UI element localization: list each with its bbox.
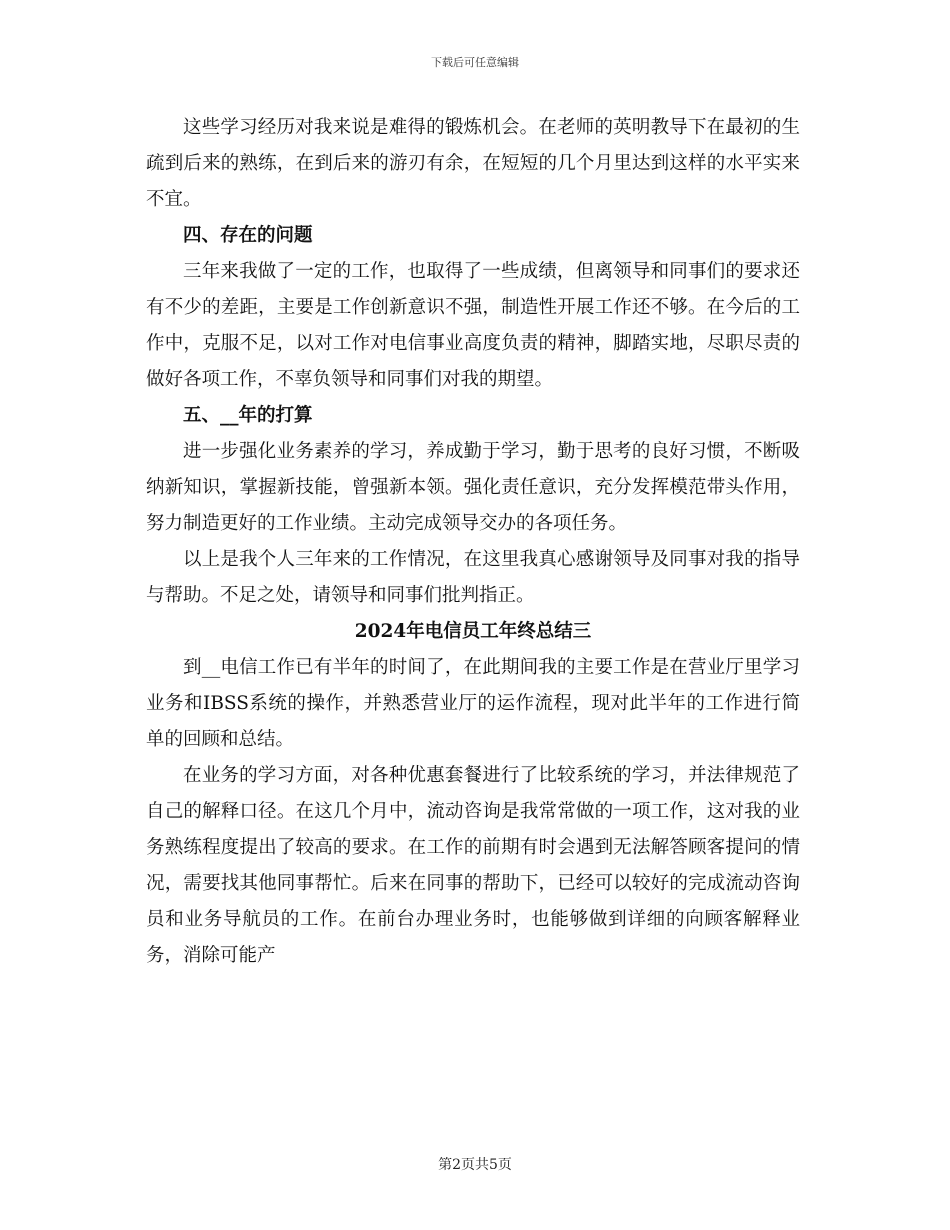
paragraph: 以上是我个人三年来的工作情况，在这里我真心感谢领导及同事对我的指导与帮助。不足之处，请领导和同事们批判指正。 <box>146 549 800 606</box>
paragraph: 在业务的学习方面，对各种优惠套餐进行了比较系统的学习，并法律规范了自己的解释口径。在这几个月中，流动咨询是我常常做的一项工作，这对我的业务熟练程度提出了较高的要求。在工作的前期有时会遇到无法解答顾客提问的情况，需要找其他同事帮忙。后来在同事的帮助下，已经可以较好的完成流动咨询员和业务导航员的工作。在前台办理业务时，也能够做到详细的向顾客解释业务，消除可能产 <box>146 765 800 966</box>
paragraph: 到__电信工作已有半年的时间了，在此期间我的主要工作是在营业厅里学习业务和IBSS系统的操作，并熟悉营业厅的运作流程，现对此半年的工作进行简单的回顾和总结。 <box>146 657 800 750</box>
page-header: 下载后可任意编辑 <box>431 56 519 69</box>
paragraph: 这些学习经历对我来说是难得的锻炼机会。在老师的英明教导下在最初的生疏到后来的熟练，在到后来的游刃有余，在短短的几个月里达到这样的水平实来不宜。 <box>146 117 800 210</box>
paragraph: 三年来我做了一定的工作，也取得了一些成绩，但离领导和同事们的要求还有不少的差距，主要是工作创新意识不强，制造性开展工作还不够。在今后的工作中，克服不足，以对工作对电信事业高度负责的精神，脚踏实地，尽职尽责的做好各项工作，不辜负领导和同事们对我的期望。 <box>146 261 800 390</box>
section-heading: 五、__年的打算 <box>183 405 313 426</box>
paragraph: 进一步强化业务素养的学习，养成勤于学习，勤于思考的良好习惯，不断吸纳新知识，掌握新技能，曾强新本领。强化责任意识，充分发挥模范带头作用，努力制造更好的工作业绩。主动完成领导交办的各项任务。 <box>146 441 800 534</box>
section-heading: 四、存在的问题 <box>183 225 313 246</box>
page-number: 第2页共5页 <box>438 1157 512 1173</box>
document-body <box>146 110 800 974</box>
document-title: 2024年电信员工年终总结三 <box>354 621 592 642</box>
